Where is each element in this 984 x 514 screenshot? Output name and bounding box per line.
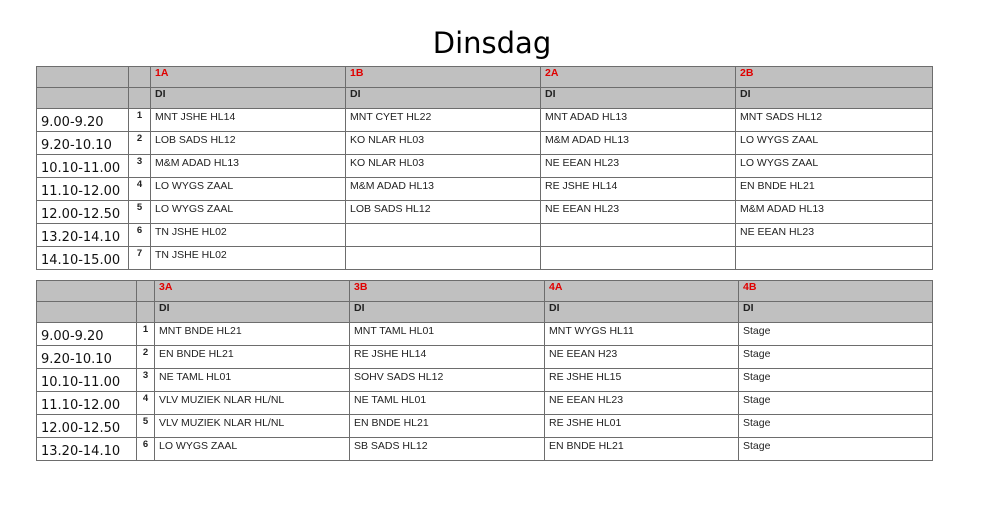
lesson-cell: EN BNDE HL21	[736, 178, 933, 201]
lesson-cell: MNT CYET HL22	[346, 109, 541, 132]
lesson-cell: LOB SADS HL12	[346, 201, 541, 224]
lesson-cell: MNT TAML HL01	[350, 323, 545, 346]
day-label: DI	[739, 302, 933, 323]
header-blank	[129, 67, 151, 88]
lesson-cell: LOB SADS HL12	[151, 132, 346, 155]
time-slot: 10.10-11.00	[37, 155, 129, 178]
lesson-cell: MNT ADAD HL13	[541, 109, 736, 132]
table-row	[37, 132, 933, 155]
table-row	[37, 178, 933, 201]
day-label: DI	[155, 302, 350, 323]
lesson-cell: NE TAML HL01	[350, 392, 545, 415]
lesson-cell: Stage	[739, 438, 933, 461]
lesson-cell: NE EEAN HL23	[541, 155, 736, 178]
period-number: 3	[129, 155, 151, 178]
class-label: 3B	[350, 281, 545, 302]
day-label: DI	[350, 302, 545, 323]
period-number: 4	[129, 178, 151, 201]
lesson-cell: KO NLAR HL03	[346, 132, 541, 155]
lesson-cell: NE TAML HL01	[155, 369, 350, 392]
lesson-cell: RE JSHE HL15	[545, 369, 739, 392]
lesson-cell: TN JSHE HL02	[151, 247, 346, 270]
lesson-cell: M&M ADAD HL13	[151, 155, 346, 178]
lesson-cell: VLV MUZIEK NLAR HL/NL	[155, 415, 350, 438]
class-label: 3A	[155, 281, 350, 302]
page-title: Dinsdag	[432, 26, 552, 60]
time-slot: 9.00-9.20	[37, 323, 137, 346]
lesson-cell	[541, 247, 736, 270]
lesson-cell: RE JSHE HL14	[541, 178, 736, 201]
class-header-row	[37, 67, 933, 88]
lesson-cell: KO NLAR HL03	[346, 155, 541, 178]
lesson-cell: NE EEAN HL23	[541, 201, 736, 224]
time-slot: 9.20-10.10	[37, 346, 137, 369]
lesson-cell: Stage	[739, 415, 933, 438]
table-row	[37, 109, 933, 132]
period-number: 6	[137, 438, 155, 461]
lesson-cell: NE EEAN H23	[545, 346, 739, 369]
lesson-cell: NE EEAN HL23	[545, 392, 739, 415]
lesson-cell: LO WYGS ZAAL	[736, 132, 933, 155]
time-slot: 12.00-12.50	[37, 415, 137, 438]
lesson-cell: MNT BNDE HL21	[155, 323, 350, 346]
lesson-cell: Stage	[739, 323, 933, 346]
time-slot: 14.10-15.00	[37, 247, 129, 270]
table-row	[37, 438, 933, 461]
table-row	[37, 346, 933, 369]
time-slot: 9.20-10.10	[37, 132, 129, 155]
lesson-cell: LO WYGS ZAAL	[155, 438, 350, 461]
table-row	[37, 155, 933, 178]
time-slot: 11.10-12.00	[37, 178, 129, 201]
class-label: 4B	[739, 281, 933, 302]
time-slot: 12.00-12.50	[37, 201, 129, 224]
header-blank	[137, 281, 155, 302]
header-blank	[129, 88, 151, 109]
lesson-cell: EN BNDE HL21	[545, 438, 739, 461]
lesson-cell: NE EEAN HL23	[736, 224, 933, 247]
timetable-grade-1-2	[36, 66, 933, 270]
time-slot: 10.10-11.00	[37, 369, 137, 392]
period-number: 4	[137, 392, 155, 415]
header-blank	[137, 302, 155, 323]
header-blank	[37, 281, 137, 302]
header-blank	[37, 67, 129, 88]
day-header-row	[37, 302, 933, 323]
lesson-cell: RE JSHE HL14	[350, 346, 545, 369]
table-row	[37, 247, 933, 270]
period-number: 1	[129, 109, 151, 132]
lesson-cell: SB SADS HL12	[350, 438, 545, 461]
lesson-cell	[346, 247, 541, 270]
table-row	[37, 369, 933, 392]
time-slot: 9.00-9.20	[37, 109, 129, 132]
lesson-cell: M&M ADAD HL13	[346, 178, 541, 201]
lesson-cell	[541, 224, 736, 247]
lesson-cell: Stage	[739, 392, 933, 415]
period-number: 3	[137, 369, 155, 392]
period-number: 5	[129, 201, 151, 224]
day-label: DI	[346, 88, 541, 109]
class-label: 2B	[736, 67, 933, 88]
period-number: 5	[137, 415, 155, 438]
period-number: 2	[129, 132, 151, 155]
lesson-cell: RE JSHE HL01	[545, 415, 739, 438]
time-slot: 13.20-14.10	[37, 224, 129, 247]
timetable-grade-3-4	[36, 280, 933, 461]
lesson-cell: Stage	[739, 369, 933, 392]
lesson-cell	[736, 247, 933, 270]
lesson-cell	[346, 224, 541, 247]
lesson-cell: MNT SADS HL12	[736, 109, 933, 132]
period-number: 7	[129, 247, 151, 270]
period-number: 6	[129, 224, 151, 247]
time-slot: 13.20-14.10	[37, 438, 137, 461]
class-label: 1B	[346, 67, 541, 88]
day-label: DI	[541, 88, 736, 109]
day-label: DI	[736, 88, 933, 109]
class-header-row	[37, 281, 933, 302]
day-header-row	[37, 88, 933, 109]
class-label: 4A	[545, 281, 739, 302]
time-slot: 11.10-12.00	[37, 392, 137, 415]
lesson-cell: SOHV SADS HL12	[350, 369, 545, 392]
period-number: 1	[137, 323, 155, 346]
lesson-cell: TN JSHE HL02	[151, 224, 346, 247]
lesson-cell: LO WYGS ZAAL	[151, 201, 346, 224]
lesson-cell: M&M ADAD HL13	[736, 201, 933, 224]
lesson-cell: EN BNDE HL21	[350, 415, 545, 438]
lesson-cell: MNT WYGS HL11	[545, 323, 739, 346]
header-blank	[37, 88, 129, 109]
header-blank	[37, 302, 137, 323]
table-row	[37, 323, 933, 346]
day-label: DI	[151, 88, 346, 109]
lesson-cell: EN BNDE HL21	[155, 346, 350, 369]
class-label: 2A	[541, 67, 736, 88]
table-row	[37, 201, 933, 224]
table-row	[37, 392, 933, 415]
day-label: DI	[545, 302, 739, 323]
lesson-cell: M&M ADAD HL13	[541, 132, 736, 155]
table-row	[37, 415, 933, 438]
lesson-cell: LO WYGS ZAAL	[736, 155, 933, 178]
class-label: 1A	[151, 67, 346, 88]
table-row	[37, 224, 933, 247]
lesson-cell: VLV MUZIEK NLAR HL/NL	[155, 392, 350, 415]
lesson-cell: MNT JSHE HL14	[151, 109, 346, 132]
period-number: 2	[137, 346, 155, 369]
lesson-cell: Stage	[739, 346, 933, 369]
lesson-cell: LO WYGS ZAAL	[151, 178, 346, 201]
